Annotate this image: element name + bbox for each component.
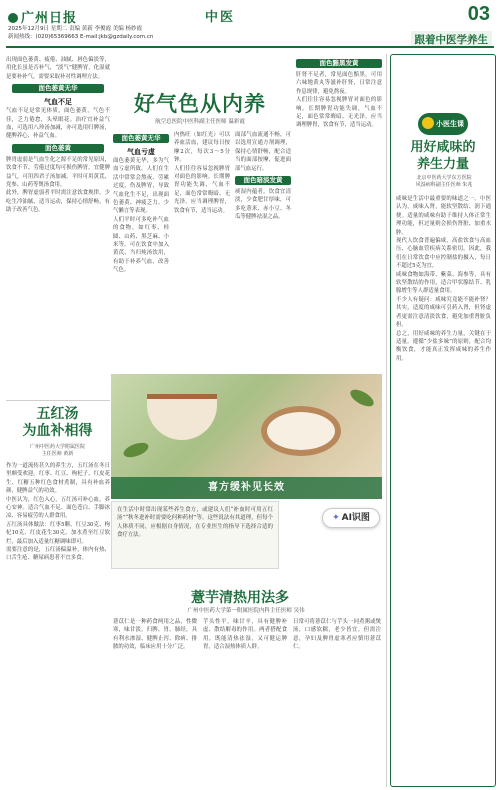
photo-caption: 喜方缓补见长效 xyxy=(111,477,382,499)
article-1-subhead-d: 面色黯黑发黄 xyxy=(296,59,382,68)
article-2-body xyxy=(6,462,110,787)
left-subhead-1a: 气血不足 xyxy=(44,97,72,107)
left-column-top xyxy=(6,56,110,396)
article-1-column-3 xyxy=(235,131,291,369)
left-paragraph-1: 气血不足是常见体质，面色萎黄，气色不佳，乏力倦怠，头晕眼花。治疗宜补益气血，可选用八珍汤加减，亦可选用归脾汤，健脾养心，补益气血。 xyxy=(6,108,110,140)
right-p3: 咸味食物如海带、紫菜、海参等，具有软坚散结的作用，适合甲状腺结节、乳腺增生等人群适量食用。 xyxy=(396,271,491,295)
article-1-col4c-text: 人们往往容易忽视脾胃对面色的影响。长期脾胃功能失调，气血不足，面色常常晦暗、无光泽。应当调理脾胃，饮食有节，适当运动。 xyxy=(296,97,382,129)
badge-icon xyxy=(422,117,434,129)
food-photo xyxy=(111,374,382,499)
leaf-graphic xyxy=(348,386,377,409)
article-3-col1-text: 薏苡仁是一种药食两用之品，性微寒，味甘淡，归脾、胃、肺经，具有利水渗湿、健脾止泻、除痹、排脓的功效，临床应用十分广泛。 xyxy=(113,619,197,651)
right-article-title: 用好咸味的 养生力量 xyxy=(410,140,476,172)
left-subhead-1: 面色萎黄无华 xyxy=(12,84,104,93)
article-3-column-1 xyxy=(113,618,197,786)
right-p2: 现代人饮食普遍偏咸，高盐饮食与高血压、心脑血管疾病关系密切。因此，我们在日常饮食中应控制盐的摄入，每日不超过5克为宜。 xyxy=(396,238,491,270)
right-p1: 咸味是生活中最重要的味道之一。中医认为，咸味入肾，能软坚散结、润下通便。适量的咸味有助于维持人体正常生理功能，但过量则会损伤肾脏、加重水肿。 xyxy=(396,196,491,236)
editors-line-1: 2025年12月9日 星期二 责编 黄新 李俊霞 美编 杨妙霞 xyxy=(8,26,142,32)
article-2-title xyxy=(5,406,110,440)
header-rule xyxy=(6,46,494,48)
right-p5: 总之，用好咸味的养生力量，关键在于适量。遵循“少盐多味”的原则，配合均衡饮食，才能真正发挥咸味的养生作用。 xyxy=(396,330,491,362)
article-2-p1: 作为一道流传甚久的养生方，五红汤在冬日里颇受欢迎。红枣、红豆、枸杞子、红皮花生、红糖五种红色食材煮制，具有补血养颜、健脾益气的功效。 xyxy=(6,463,110,495)
article-2-byline: 广州中医药大学附属医院 主任医师 黄新 xyxy=(29,444,85,457)
section-name: 中医 xyxy=(205,10,236,25)
article-2-p4: 需要注意的是，五红汤偏温补，体内有热、口舌生疮、糖尿病患者不宜多食。 xyxy=(6,547,110,562)
article-2-p2: 中医认为，红色入心，五红汤可补心血，养心安神。适合气血不足、面色苍白、手脚冰凉、容易疲劳的人群食用。 xyxy=(6,496,110,520)
divider xyxy=(6,400,110,401)
article-3-byline: 广州中医药大学第一附属医院内科主任医师 吴伟 xyxy=(187,608,305,614)
article-1-col2-text: 内热旺（如红光）可以养血活血，建议每日按摩2次，每次3～5分钟。 xyxy=(174,132,230,164)
article-2-title-text: 五红汤 为血补相得 xyxy=(22,406,93,439)
left-paragraph-3: 此外，脾胃虚弱者平时需注意饮食规律，少吃生冷油腻，适当运动，保持心情舒畅，有助于改善气色。 xyxy=(6,190,110,214)
article-3-column-2 xyxy=(203,618,287,786)
article-1-title: 好气色从内养 xyxy=(134,91,266,116)
ai-button-label: AI识图 xyxy=(341,513,370,523)
article-1-col2b-text: 人们往往容易忽视脾胃对面色的影响。长期脾胃功能失调，气血不足，面色常常晦暗、无光泽。应当调理脾胃，饮食有节，适当运动。 xyxy=(174,165,230,214)
article-1-col3-text: 面部气血流通不畅，可以选用宣通方剂调理，保持心情舒畅，配合适当的面部按摩，促进面部气血运行。 xyxy=(235,132,291,172)
article-2-p3: 五红汤具体做法：红枣5颗、红豆30克、枸杞10克、红皮花生30克，加水煮至红豆软烂，最后加入适量红糖调味即可。 xyxy=(6,521,110,545)
article-3-title: 薏芋清热用法多 xyxy=(191,590,289,606)
note-text: 在生活中时常出现某些养生食方，或建议人们“补血时可用五红汤”“秋冬进补时需要吃何种药材”等。这些说法有其道理，但每个人体质不同，应根据自身情况，在专业医生的指导下选择合适的食疗方法。 xyxy=(117,507,273,539)
right-article-byline: 北京中医药大学东方医院 风湿病科副主任医师 朱兆 xyxy=(415,175,473,188)
badge-label: 小医生课 xyxy=(436,120,464,128)
paper-name: 广州日报 xyxy=(21,11,78,26)
right-column-box xyxy=(390,54,496,787)
article-1-col4b-text: 肝肾不足者，常见面色黯黑，可用六味地黄丸等滋补肝肾，日常注意作息规律，避免熬夜。 xyxy=(296,72,382,95)
editors-line xyxy=(8,25,153,41)
article-1-subhead-b: 气血亏虚 xyxy=(127,147,155,156)
article-1-column-1 xyxy=(113,131,169,369)
logo-mark-icon xyxy=(8,13,18,23)
article-3-col3-text: 日常可将薏苡仁与芋头一同煮粥或煲汤，口感软糯，老少皆宜。但需注意，孕妇及脾胃虚寒者应慎用薏苡仁。 xyxy=(293,619,381,651)
article-1-col1b-text: 人们平时可多吃补气血的食物，如红枣、桂圆、山药、黑芝麻、小米等。可在饮食中加入黄芪、当归炖汤饮用，有助于补养气血，改善气色。 xyxy=(113,216,169,274)
sparkle-icon: ✦ xyxy=(332,513,340,523)
article-3-column-3 xyxy=(293,618,381,786)
article-1-col4-text: 痰湿内蕴者，饮食宜清淡，少食肥甘厚味，可多吃薏米、赤小豆、冬瓜等健脾祛湿之品。 xyxy=(235,189,291,221)
column-badge xyxy=(418,113,468,135)
article-1-byline: 航空总医院中医科副主任医师 温彩霞 xyxy=(155,119,245,125)
paper-logo xyxy=(8,7,77,26)
masthead xyxy=(0,0,500,50)
leaf-graphic xyxy=(122,440,151,460)
right-article-body xyxy=(396,195,491,783)
column-divider xyxy=(386,54,387,787)
bowl-graphic xyxy=(147,394,217,440)
note-box xyxy=(111,501,279,569)
ai-image-recognition-button[interactable] xyxy=(322,508,380,528)
left-paragraph-2: 脾胃虚弱是气血生化之源不足的常见原因，饮食不节、劳倦过度均可损伤脾胃，宜健脾益气，可用四君子汤加减。平时可用黄芪、党参、山药等煲汤食用。 xyxy=(6,156,110,189)
article-1-col1-text: 面色萎黄无华，多为气血亏虚所致。人们在生活中常常会熬夜、劳累过度，伤及脾胃，导致气血化生不足，出现面色萎黄、神疲乏力、少气懒言等表现。 xyxy=(113,158,169,215)
left-subhead-2: 面色萎黄 xyxy=(12,144,104,153)
article-1-column-2 xyxy=(174,131,230,369)
editors-line-2: 新闻热线：(020)65369663 E-mail:jkb@gzdaily.com.cn xyxy=(8,34,154,40)
right-p4: 不少人有疑问：咸味究竟能不能补肾？其实，适度的咸味可引药入肾，但肾虚者更需注意清淡饮食，避免加重肾脏负担。 xyxy=(396,296,491,329)
article-1-subhead-c: 面色暗淡发黄 xyxy=(235,176,291,185)
left-intro: 出现面色萎黄、疲倦、油腻、唇色偏淡等，用化长虽是否补气，“淡气”健脾胃，化湿就是要补补气，需要采取补对性调理方法。 xyxy=(6,57,110,80)
article-3-col2-text: 芋头性平，味甘辛，具有健脾补虚、散结解毒的作用。两者搭配食用，既能清热祛湿，又可健运脾胃，适合湿热体质人群。 xyxy=(203,619,287,651)
tagline: 跟着中医学养生 xyxy=(411,31,493,48)
article-1-column-4 xyxy=(296,56,382,369)
page-number: 03 xyxy=(467,3,490,25)
article-1-subhead-a: 面色萎黄无华 xyxy=(113,134,169,143)
plate-graphic xyxy=(261,406,341,456)
